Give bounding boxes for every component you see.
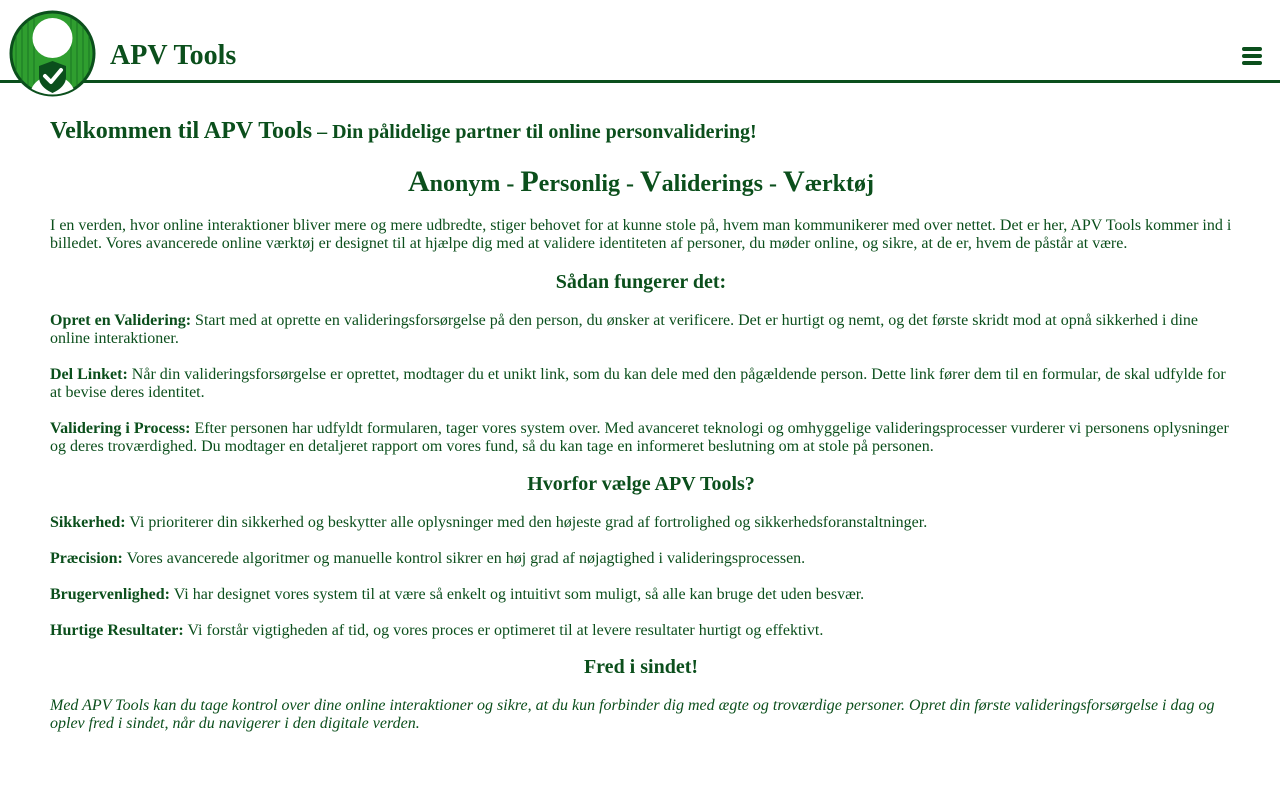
why-point: [50, 550, 1232, 568]
welcome-heading: [50, 116, 1232, 147]
hamburger-menu-icon[interactable]: [1242, 47, 1262, 67]
peace-of-mind-heading: Fred i sindet!: [583, 656, 699, 678]
acronym-initial: V: [640, 165, 662, 198]
why-point: [50, 622, 1232, 640]
how-it-works-heading: Sådan fungerer det:: [555, 271, 727, 293]
why-point-text: Vi har designet vores system til at være så enkelt og intuitivt som muligt, så alle kan bruge det uden besvær.: [170, 586, 865, 603]
why-point: [50, 514, 1232, 532]
why-point-label: Brugervenlighed:: [50, 586, 170, 603]
site-brand-title[interactable]: APV Tools: [110, 40, 237, 71]
acronym-rest: aliderings: [661, 171, 764, 197]
acronym-heading: [50, 166, 1232, 200]
how-step-label: Del Linket:: [50, 366, 128, 383]
why-choose-heading: Hvorfor vælge APV Tools?: [527, 473, 755, 495]
acronym-separator: -: [500, 171, 521, 197]
how-step-text: Start med at oprette en valideringsforsørgelse på den person, du ønsker at verificere. Det er hurtigt og nemt, og det første skridt mod at opnå sikkerhed i dine online interaktioner.: [50, 312, 1199, 347]
acronym-rest: ærktøj: [804, 171, 875, 197]
acronym-initial: P: [520, 165, 539, 198]
how-step: [50, 312, 1232, 348]
closing-paragraph: Med APV Tools kan du tage kontrol over dine online interaktioner og sikre, at du kun forbinder dig med ægte og troværdige personer. Opret din første valideringsforsørgelse i dag og oplev fred i sindet, når du navigerer i den digitale verden.: [50, 697, 1215, 732]
acronym-rest: ersonlig: [538, 171, 620, 197]
why-point-label: Præcision:: [50, 550, 123, 567]
why-point-label: Sikkerhed:: [50, 514, 126, 531]
how-step-label: Validering i Process:: [50, 420, 191, 437]
user-shield-logo-icon[interactable]: [8, 9, 97, 98]
welcome-subtitle: – Din pålidelige partner til online personvalidering!: [312, 121, 757, 143]
why-point-text: Vi prioriterer din sikkerhed og beskytter alle oplysninger med den højeste grad af fortrolighed og sikkerhedsforanstaltninger.: [125, 514, 928, 531]
main-content: [50, 116, 1232, 733]
why-point-text: Vores avancerede algoritmer og manuelle kontrol sikrer en høj grad af nøjagtighed i valideringsprocessen.: [122, 550, 806, 567]
acronym-separator: -: [620, 171, 640, 197]
how-step-label: Opret en Validering:: [50, 312, 192, 329]
welcome-title: Velkommen til APV Tools: [50, 118, 313, 144]
how-step-text: Når din valideringsforsørgelse er oprettet, modtager du et unikt link, som du kan dele med den pågældende person. Dette link fører dem til en formular, de skal udfylde for at bevise deres identitet.: [50, 366, 1226, 401]
acronym-initial: A: [407, 165, 430, 198]
why-point: [50, 586, 1232, 604]
acronym-separator: -: [763, 171, 784, 197]
how-step-text: Efter personen har udfyldt formularen, tager vores system over. Med avanceret teknologi og omhyggelige valideringsprocesser vurderer vi personens oplysninger og deres troværdighed. Du modtager en detaljeret rapport om vores fund, så du kan tage en informeret beslutning om at stole på personen.: [50, 420, 1229, 455]
site-header: [0, 0, 1280, 83]
how-step: [50, 420, 1232, 456]
why-point-text: Vi forstår vigtigheden af tid, og vores proces er optimeret til at levere resultater hurtigt og effektivt.: [183, 622, 824, 639]
why-point-label: Hurtige Resultater:: [50, 622, 184, 639]
acronym-initial: V: [783, 165, 805, 198]
how-step: [50, 366, 1232, 402]
acronym-rest: nonym: [429, 171, 501, 197]
intro-paragraph: I en verden, hvor online interaktioner bliver mere og mere udbredte, stiger behovet for at kunne stole på, hvem man kommunikerer med over nettet. Det er her, APV Tools kommer ind i billedet. Vores avancerede online værktøj er designet til at hjælpe dig med at validere identiteten af personer, du møder online, og sikre, at de er, hvem de påstår at være.: [50, 217, 1232, 252]
